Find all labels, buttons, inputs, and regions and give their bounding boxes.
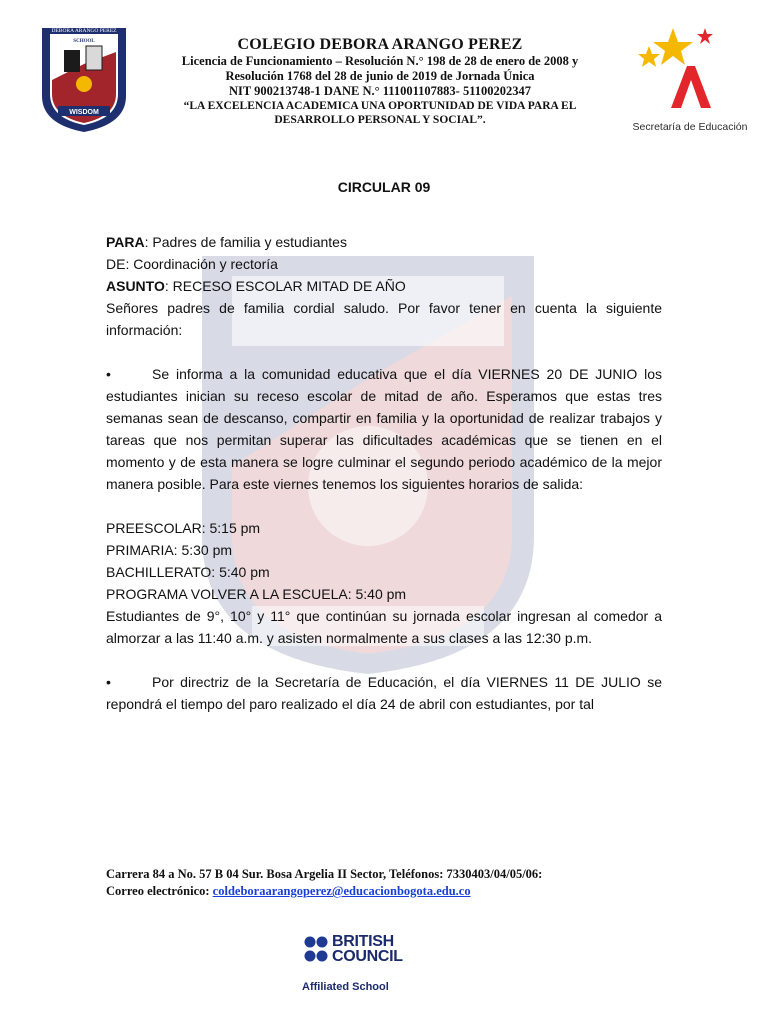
bullet-2-text: Por directriz de la Secretaría de Educación, el día VIERNES 11 DE JULIO se repondrá el tiempo del paro realizado el día 24 de abril con estudiantes, por tal	[106, 674, 662, 712]
bullet-1-text: Se informa a la comunidad educativa que el día VIERNES 20 DE JUNIO los estudiantes inician su receso escolar de mitad de año. Esperamos que estas tres semanas sean de descanso, compartir en familia y la oportunidad de realizar trabajos y tareas que nos permitan superar las dificultades académicas que se tienen en el momento y de esta manera se logre culminar el segundo periodo académico de la mejor manera posible. Para este viernes tenemos los siguientes horarios de salida:	[106, 366, 662, 492]
british-council-logo	[332, 934, 403, 964]
schedule-preescolar: PREESCOLAR: 5:15 pm	[106, 520, 261, 536]
bc-line-2: COUNCIL	[332, 948, 403, 965]
motto-line-1: “LA EXCELENCIA ACADEMICA UNA OPORTUNIDAD DE VIDA PARA EL	[183, 100, 577, 112]
students-note: Estudiantes de 9°, 10° y 11° que continúan su jornada escolar ingresan al comedor a almorzar a las 11:40 a.m. y asisten normalmente a sus clases a las 12:30 p.m.	[106, 608, 662, 646]
bc-line-1: BRITISH	[332, 933, 394, 950]
greeting: Señores padres de familia cordial saludo. Por favor tener en cuenta la siguiente información:	[106, 300, 662, 338]
secretaria-label: Secretaría de Educación	[632, 121, 748, 133]
schedule-primaria: PRIMARIA: 5:30 pm	[106, 542, 233, 558]
email-link[interactable]: coldeboraarangoperez@educacionbogota.edu.co	[212, 884, 471, 898]
footer	[106, 866, 706, 900]
asunto-value: : RECESO ESCOLAR MITAD DE AÑO	[164, 278, 406, 294]
bullet-symbol: •	[106, 366, 111, 382]
nit-dane-line: NIT 900213748-1 DANE N.° 111001107883- 51100202347	[228, 84, 531, 98]
bullet-1	[106, 363, 662, 495]
crest-school-text: SCHOOL	[73, 39, 95, 44]
schedule-volver-escuela: PROGRAMA VOLVER A LA ESCUELA: 5:40 pm	[106, 586, 407, 602]
de-line: DE: Coordinación y rectoría	[106, 256, 278, 272]
license-line-1: Licencia de Funcionamiento – Resolución N.° 198 de 28 de enero de 2008 y	[181, 54, 579, 68]
crest-wisdom-text: WISDOM	[69, 109, 99, 116]
bullet-2	[106, 671, 662, 715]
para-line	[106, 231, 662, 253]
para-label: PARA	[106, 234, 145, 250]
motto-line-2: DESARROLLO PERSONAL Y SOCIAL”.	[274, 114, 486, 126]
letterhead	[130, 36, 630, 127]
school-name: COLEGIO DEBORA ARANGO PEREZ	[237, 36, 523, 53]
para-value: : Padres de familia y estudiantes	[144, 234, 347, 250]
email-label: Correo electrónico:	[106, 884, 213, 898]
crest-top-text: DEBORA ARANGO PEREZ	[51, 28, 117, 34]
license-line-2: Resolución 1768 del 28 de junio de 2019 de Jornada Única	[225, 69, 535, 83]
schedule-bachillerato: BACHILLERATO: 5:40 pm	[106, 564, 270, 580]
bullet-symbol: •	[106, 674, 111, 690]
circular-body	[106, 231, 662, 715]
school-crest-logo	[38, 22, 130, 134]
bc-affiliated-label: Affiliated School	[302, 981, 389, 993]
footer-email-line	[106, 883, 706, 900]
circular-title: CIRCULAR 09	[337, 179, 431, 195]
footer-address: Carrera 84 a No. 57 B 04 Sur. Bosa Argelia II Sector, Teléfonos: 7330403/04/05/06:	[106, 867, 543, 881]
asunto-line	[106, 275, 662, 297]
asunto-label: ASUNTO	[106, 278, 165, 294]
